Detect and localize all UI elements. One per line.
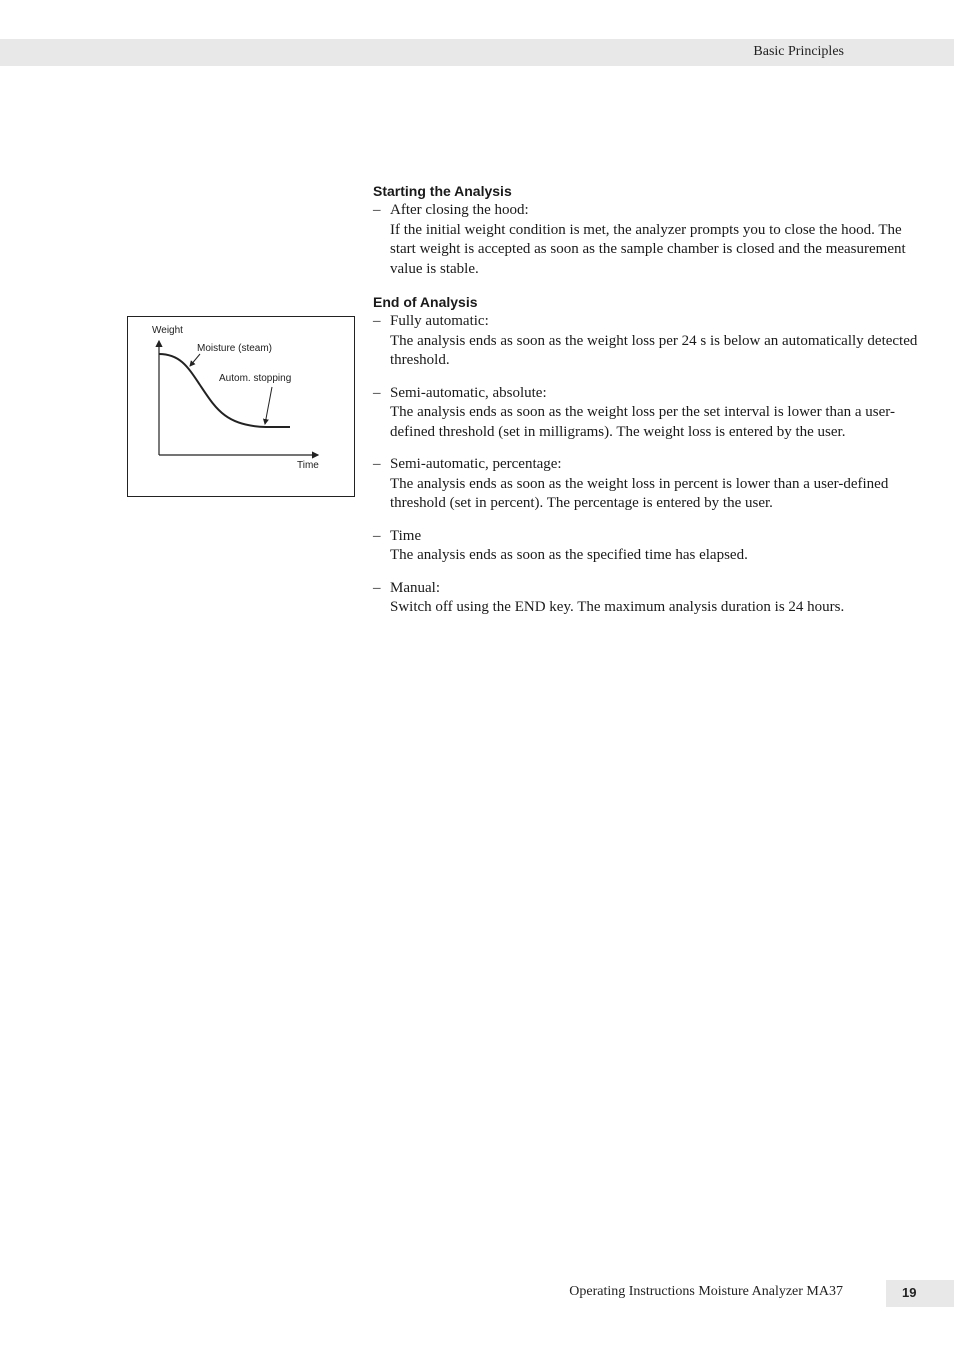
list-item [373, 527, 918, 566]
y-axis-label: Weight [152, 325, 183, 336]
item-text: The analysis ends as soon as the weight loss per the set interval is lower than a user-defined threshold (set in milligrams). The weight loss is entered by the user. [390, 404, 895, 440]
item-label: Fully automatic: [390, 313, 489, 329]
list-dash: – [373, 579, 381, 596]
item-text: The analysis ends as soon as the weight loss in percent is lower than a user-defined threshold (set in percent). The percentage is entered by the user. [390, 475, 889, 511]
item-text: Switch off using the END key. The maximum analysis duration is 24 hours. [390, 599, 845, 615]
item-label: Semi-automatic, percentage: [390, 456, 562, 472]
x-axis-label: Time [297, 460, 319, 471]
item-label-line [373, 527, 918, 547]
section-title: Basic Principles [753, 44, 844, 59]
item-text: The analysis ends as soon as the weight loss per 24 s is below an automatically detected threshold. [390, 332, 918, 368]
list-dash: – [373, 456, 381, 472]
stopping-arrow [265, 387, 272, 424]
item-label: Semi-automatic, absolute: [390, 384, 547, 401]
list-dash: – [373, 384, 381, 401]
main-content [373, 181, 918, 631]
item-label: After closing the hood: [390, 202, 529, 218]
starting-section [373, 181, 918, 279]
list-item [373, 579, 918, 618]
stopping-label: Autom. stopping [219, 373, 292, 384]
end-heading: End of Analysis [373, 294, 478, 310]
item-label-line [373, 312, 918, 332]
item-label-line [373, 579, 918, 599]
list-item [373, 384, 918, 443]
list-item [373, 312, 918, 371]
item-label: Time [390, 527, 422, 544]
page-number: 19 [902, 1285, 917, 1300]
item-label-line [373, 201, 918, 221]
drying-curve-figure [127, 316, 355, 497]
list-dash: – [373, 202, 381, 218]
moisture-label: Moisture (steam) [197, 343, 273, 354]
list-item [373, 455, 918, 514]
weight-curve [159, 354, 290, 427]
item-label: Manual: [390, 579, 440, 596]
starting-heading: Starting the Analysis [373, 183, 512, 199]
moisture-arrow [190, 354, 200, 366]
list-item [373, 201, 918, 279]
page-number-box [886, 1280, 954, 1307]
item-label-line [373, 384, 918, 404]
item-label-line [373, 455, 918, 475]
list-dash: – [373, 527, 381, 544]
header-bar [0, 39, 954, 66]
list-dash: – [373, 313, 381, 329]
item-text: The analysis ends as soon as the specified time has elapsed. [390, 547, 748, 563]
footer-doc-title: Operating Instructions Moisture Analyzer MA37 [569, 1284, 843, 1299]
item-text: If the initial weight condition is met, the analyzer prompts you to close the hood. The start weight is accepted as soon as the sample chamber is closed and the measurement value is stable. [390, 221, 906, 277]
end-section [373, 292, 918, 618]
drying-curve-diagram [128, 317, 354, 496]
